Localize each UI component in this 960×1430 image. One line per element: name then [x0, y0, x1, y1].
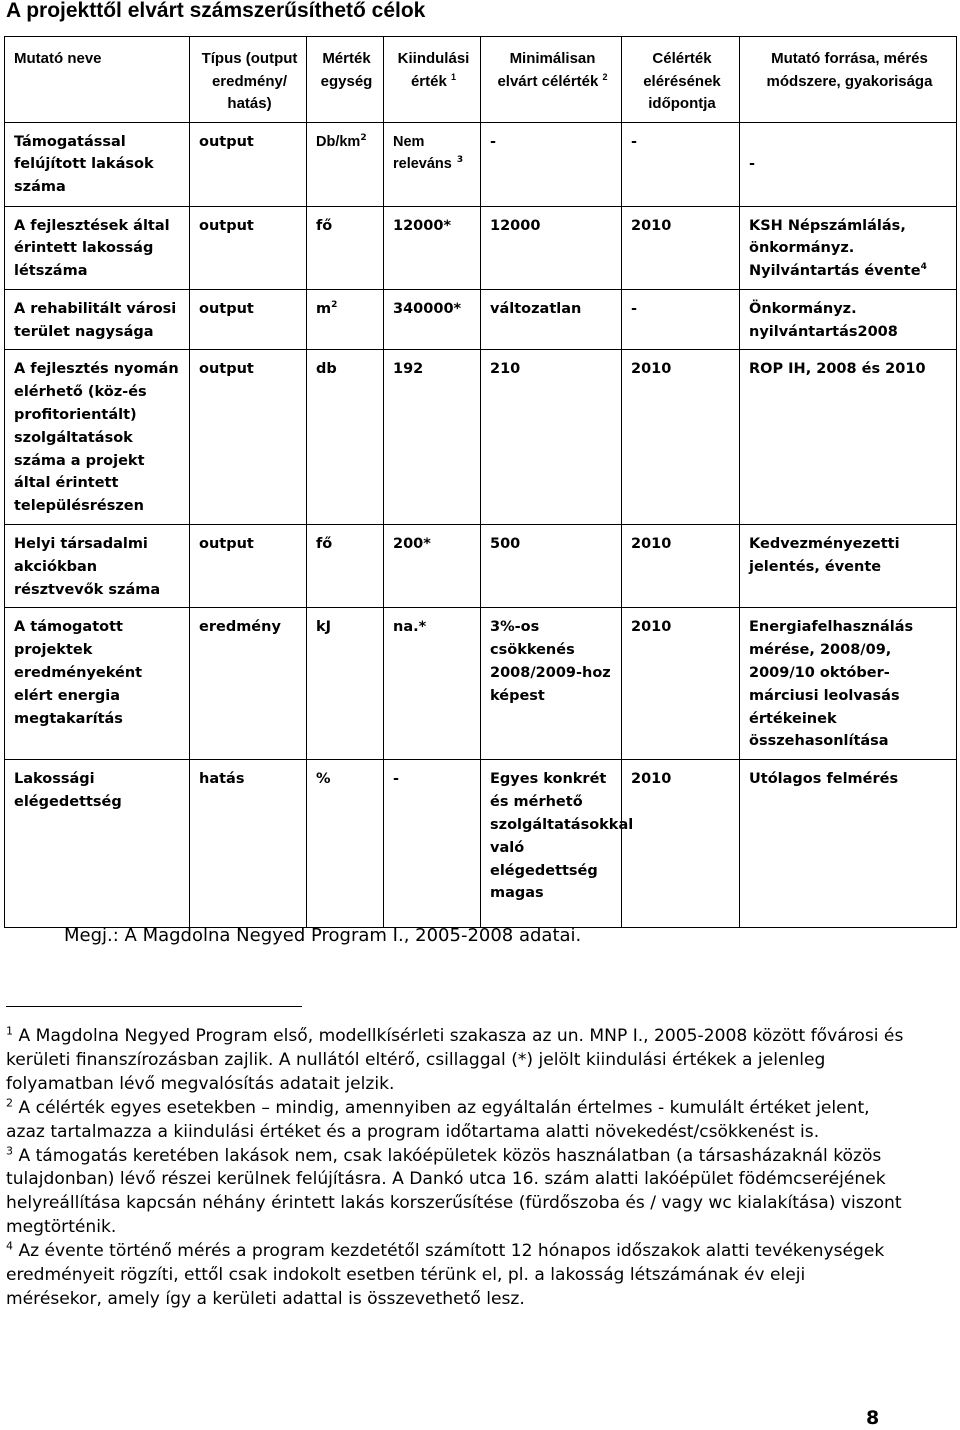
cell-source: Utólagos felmérés [740, 760, 957, 928]
header-target [481, 37, 622, 123]
cell-target: változatlan [481, 289, 622, 350]
cell-target: 12000 [481, 206, 622, 289]
header-source: Mutató forrása, mérés módszere, gyakorisága [740, 37, 957, 123]
cell-target-date: 2010 [622, 206, 740, 289]
footnote-number: 4 [6, 1239, 13, 1253]
cell-source: Kedvezményezetti jelentés, évente [740, 525, 957, 608]
footnote-text: A célérték egyes esetekben – mindig, amennyiben az egyáltalán értelmes - kumulált értéket jelent, azaz tartalmazza a kiindulási értéket és a program időtartama alatti növekedést/csökkenést is. [6, 1097, 870, 1142]
cell-baseline-text: Nem releváns [393, 133, 452, 173]
footnote-text: A támogatás keretében lakások nem, csak lakóépületek közös használatban (a társasházaknál közös tulajdonban) lévő részei kerülnek felújításra. A Dankó utca 16. szám alatti lakóépület födémcseréjének helyreállítása kapcsán néhány érintett lakás korszerűsítése (fürdőszoba és / vagy wc kialakítása) viszont megtörténik. [6, 1145, 902, 1238]
footnote-ref-2: 2 [602, 71, 608, 82]
cell-baseline: 12000* [384, 206, 481, 289]
header-target-label: Minimálisan elvárt célérték [497, 50, 599, 90]
cell-baseline: 192 [384, 350, 481, 525]
footnote-ref-3: 3 [456, 155, 464, 166]
table-row [5, 206, 957, 289]
cell-target-date: 2010 [622, 608, 740, 760]
section-title: A projekttől elvárt számszerűsíthető célok [6, 0, 426, 22]
cell-target: 210 [481, 350, 622, 525]
footnote-separator [6, 1006, 302, 1007]
header-unit: Mérték egység [307, 37, 384, 123]
cell-type: output [190, 289, 307, 350]
cell-unit-exponent: 2 [360, 132, 367, 143]
table-row [5, 122, 957, 206]
cell-target: 3%-os csökkenés 2008/2009-hoz képest [481, 608, 622, 760]
cell-unit-text: Db/km [316, 133, 361, 150]
footnote [6, 1240, 906, 1312]
page-number: 8 [866, 1407, 880, 1429]
table-row [5, 608, 957, 760]
cell-baseline: 200* [384, 525, 481, 608]
cell-unit: kJ [307, 608, 384, 760]
cell-target-date: 2010 [622, 525, 740, 608]
cell-type: output [190, 122, 307, 206]
cell-source [740, 206, 957, 289]
cell-unit: fő [307, 525, 384, 608]
cell-type: eredmény [190, 608, 307, 760]
cell-target-date: 2010 [622, 760, 740, 928]
footnote [6, 1097, 906, 1145]
cell-source: Önkormányz. nyilvántartás2008 [740, 289, 957, 350]
table-row [5, 525, 957, 608]
indicators-table [4, 36, 957, 928]
cell-indicator-name: Lakossági elégedettség [5, 760, 190, 928]
cell-unit: db [307, 350, 384, 525]
cell-indicator-name: A támogatott projektek eredményeként elért energia megtakarítás [5, 608, 190, 760]
footnote [6, 1025, 906, 1097]
cell-source: Energiafelhasználás mérése, 2008/09, 2009/10 október-márciusi leolvasás értékeinek összehasonlítása [740, 608, 957, 760]
cell-unit [307, 122, 384, 206]
cell-unit: fő [307, 206, 384, 289]
table-row [5, 760, 957, 928]
cell-baseline [384, 122, 481, 206]
cell-indicator-name: A rehabilitált városi terület nagysága [5, 289, 190, 350]
cell-target: Egyes konkrét és mérhető szolgáltatásokkal való elégedettség magas [481, 760, 622, 928]
cell-source-text: KSH Népszámlálás, önkormányz. Nyilvántartás évente [749, 217, 921, 280]
footnote-ref-4: 4 [920, 262, 927, 273]
header-target-date: Célérték elérésének időpontja [622, 37, 740, 123]
cell-unit-exponent: 2 [331, 300, 338, 311]
footnote-number: 2 [6, 1096, 13, 1110]
footnote [6, 1145, 906, 1241]
cell-type: hatás [190, 760, 307, 928]
footnote-number: 1 [6, 1024, 13, 1038]
cell-type: output [190, 206, 307, 289]
table-note: Megj.: A Magdolna Negyed Program I., 2005-2008 adatai. [64, 925, 582, 946]
cell-target: - [481, 122, 622, 206]
cell-unit-text: m [316, 300, 332, 317]
footnote-ref-1: 1 [451, 71, 457, 82]
footnote-text: A Magdolna Negyed Program első, modellkísérleti szakasza az un. MNP I., 2005-2008 között fővárosi és kerületi finanszírozásban zajlik. A nullától eltérő, csillaggal (*) jelölt kiindulási értékek a jelenleg folyamatban lévő megvalósítás adatait jelzik. [6, 1026, 904, 1094]
header-baseline-label: Kiindulási érték [397, 50, 470, 90]
cell-source: ROP IH, 2008 és 2010 [740, 350, 957, 525]
header-type: Típus (output eredmény/ hatás) [190, 37, 307, 123]
cell-unit [307, 289, 384, 350]
cell-target-date: - [622, 289, 740, 350]
cell-target-date: - [622, 122, 740, 206]
cell-target: 500 [481, 525, 622, 608]
cell-baseline: - [384, 760, 481, 928]
cell-indicator-name: Támogatással felújított lakások száma [5, 122, 190, 206]
cell-indicator-name: A fejlesztés nyomán elérhető (köz-és profitorientált) szolgáltatások száma a projekt által érintett településrészen [5, 350, 190, 525]
cell-source-text: - [749, 155, 756, 172]
table-row [5, 350, 957, 525]
footnote-number: 3 [6, 1143, 13, 1157]
cell-baseline: 340000* [384, 289, 481, 350]
table-row [5, 289, 957, 350]
cell-baseline: na.* [384, 608, 481, 760]
cell-type: output [190, 350, 307, 525]
footnote-text: Az évente történő mérés a program kezdetétől számított 12 hónapos időszakok alatti tevékenységek eredményeit rögzíti, ettől csak indokolt esetben térünk el, pl. a lakosság létszámának év eleji mérésekor, amely így a kerületi adattal is összevethető lesz. [6, 1241, 885, 1309]
header-baseline [384, 37, 481, 123]
footnotes [6, 1025, 906, 1312]
cell-indicator-name: Helyi társadalmi akciókban résztvevők száma [5, 525, 190, 608]
table-header-row [5, 37, 957, 123]
header-indicator-name: Mutató neve [5, 37, 190, 123]
cell-target-date: 2010 [622, 350, 740, 525]
cell-unit: % [307, 760, 384, 928]
cell-indicator-name: A fejlesztések által érintett lakosság létszáma [5, 206, 190, 289]
cell-type: output [190, 525, 307, 608]
cell-source [740, 122, 957, 206]
